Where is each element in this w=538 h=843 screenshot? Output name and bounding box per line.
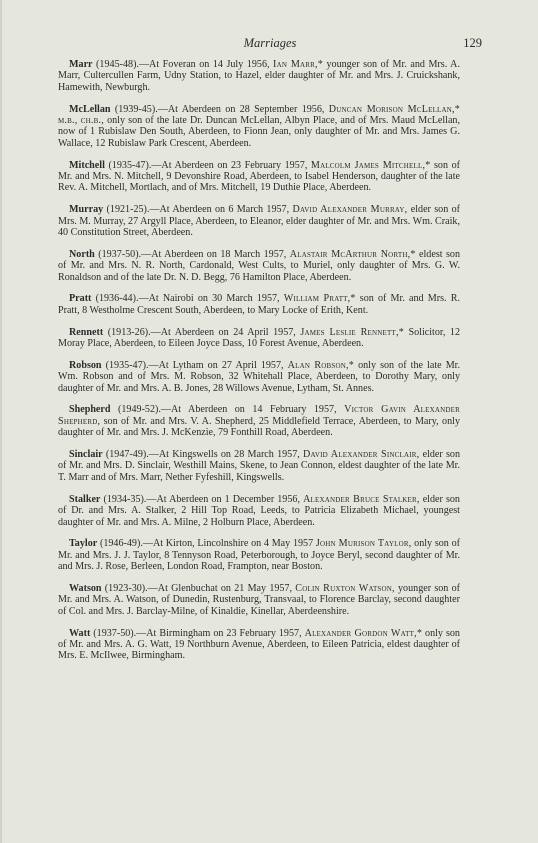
marriage-entries [58,59,460,672]
entry [58,160,460,194]
entry-years: (1946-49).—At Kirton, Lincolnshire on 4 May 1957 [97,538,316,550]
entry-years: (1936-44).—At Nairobi on 30 March 1957, [91,293,284,305]
entry [58,104,460,150]
entry [58,538,460,572]
entry-name: Duncan Morison McLellan,* m.b., ch.b., [58,103,460,127]
entry [58,327,460,350]
entry-name: Ian Marr,* [273,59,323,70]
entry [58,494,460,528]
entry-years: (1935-47).—At Aberdeen on 23 February 1957, [104,159,311,171]
running-head [58,36,482,50]
entry-years: (1935-47).—At Lytham on 27 April 1957, [101,359,288,371]
entry-surname: Taylor [69,538,98,550]
entry-surname: Murray [69,204,104,216]
entry-surname: Sinclair [69,449,103,461]
entry-text: son of Mr. and Mrs. V. A. Shepherd, 25 Middlefield Terrace, Aberdeen, to Mary, only daughter of Mr. and Mrs. J. McKenzie, 79 Fonthill Road, Aberdeen. [58,415,460,439]
page-title: Marriages [243,36,297,50]
entry-surname: North [69,248,95,260]
entry [58,293,460,316]
entry-text: only son of Mr. and Mrs. A. G. Watt, 19 Northburn Avenue, Aberdeen, to Eileen Patricia, eldest daughter of Mrs. E. McIlwee, Birmingham. [58,627,460,662]
entry-name: William Pratt,* [283,293,356,305]
entry-surname: Pratt [69,293,92,305]
entry-name: Alastair McArthur North,* [289,248,416,260]
entry [58,249,460,283]
entry [58,360,460,394]
entry-name: Alan Robson,* [287,359,354,371]
entry-surname: Shepherd [69,404,111,416]
entry-name: James Leslie Rennett,* [300,326,404,338]
entry-surname: Watson [69,582,102,594]
entry-years: (1949-52).—At Aberdeen on 14 February 1957, [110,404,345,416]
entry-surname: Robson [69,359,102,371]
entry-years: (1921-25).—At Aberdeen on 6 March 1957, [103,204,293,216]
entry-surname: Mitchell [69,159,105,171]
entry [58,404,460,438]
entry-name: John Murison Taylor, [315,538,412,550]
entry [58,628,460,662]
entry [58,583,460,617]
entry-text: eldest son of Mr. and Mrs. N. R. North, Cardonald, West Cults, to Muriel, only daughter of Mrs. G. W. Ronaldson and of the late Dr. N. D. Begg, 76 Hamilton Place, Aberdeen. [58,248,460,283]
entry-years: (1947-49).—At Kingswells on 28 March 1957, [102,449,304,461]
entry-text: elder son of Mr. and Mrs. D. Sinclair, Westhill Mains, Skene, to Jean Connon, eldest daughter of the late Mr. T. Marr and of Mrs. Marr, Nether Fyfeshill, Kingswells. [58,449,460,483]
entry [58,204,460,238]
entry-name: Malcolm James Mitchell,* [310,159,431,171]
entry-text: only son of the late Dr. Duncan McLellan, Albyn Place, and of Mrs. Maud McLellan, now of 1 Rubislaw Den South, Aberdeen, to Fionn Jean, only daughter of Mr. and Mrs. James G. Wallace, 12 Rubislaw Park Crescent, Aberdeen. [58,115,460,149]
entry-text: younger son of Mr. and Mrs. A. Marr, Cultercullen Farm, Udny Station, to Hazel, elder daughter of Mr. and Mrs. J. Cruickshank, Hamewith, Newburgh. [58,59,460,93]
entry-text: elder son of Mrs. M. Murray, 27 Argyll Place, Aberdeen, to Eleanor, elder daughter of Mr. and Mrs. Wm. Craik, 40 Constitution Street, Aberdeen. [58,204,460,239]
entry-years: (1923-30).—At Glenbuchat on 21 May 1957, [101,582,296,594]
entry-surname: Stalker [69,493,101,505]
entry-text: elder son of Dr. and Mrs. A. Stalker, 2 Hill Top Road, Leeds, to Patricia Elizabeth Michael, youngest daughter of Mr. and Mrs. A. Milne, 2 Holburn Place, Aberdeen. [58,493,460,528]
entry-name: David Alexander Murray, [292,204,408,216]
entry-name: David Alexander Sinclair, [303,449,420,461]
entry-years: (1913-26).—At Aberdeen on 24 April 1957, [103,326,301,338]
page-number: 129 [463,36,482,50]
entry-name: Alexander Bruce Stalker, [303,493,420,505]
entry-text: son of Mr. and Mrs. N. Mitchell, 9 Devonshire Road, Aberdeen, to Isabel Henderson, daughter of the late Rev. A. Mitchell, Mortlach, and of Mrs. Mitchell, 19 Duthie Place, Aberdeen. [58,159,460,194]
entry-years: (1937-50).—At Birmingham on 23 February 1957, [90,627,305,639]
entry-surname: Rennett [69,326,104,338]
entry-text: son of Mr. and Mrs. R. Pratt, 8 Westholme Crescent South, Aberdeen, to Mary Locke of Erith, Kent. [58,293,460,316]
entry-surname: Watt [69,627,91,639]
entry-name: Colin Ruxton Watson, [295,582,395,594]
entry-surname: McLellan [69,103,111,115]
entry-surname: Marr [69,59,93,70]
entry-years: (1939-45).—At Aberdeen on 28 September 1956, [110,103,329,115]
entry-years: (1937-50).—At Aberdeen on 18 March 1957, [94,248,290,260]
entry-text: only son of the late Mr. Wm. Robson and of Mrs. M. Robson, 32 Whitehall Place, Aberdeen, to Dorothy Mary, only daughter of Mr. and Mrs. A. B. Jones, 28 Willows Avenue, Lytham, St. Annes. [58,359,460,394]
entry-text: only son of Mr. and Mrs. J. J. Taylor, 8 Tennyson Road, Peterborough, to Joyce Beryl, second daughter of Mr. and Mrs. J. Rose, Berleen, London Road, Frampton, near Boston. [58,538,460,573]
entry-text: Solicitor, 12 Moray Place, Aberdeen, to Eileen Joyce Dass, 10 Forest Avenue, Aberdeen. [58,326,461,350]
entry-years: (1945-48).—At Foveran on 14 July 1956, [92,59,274,70]
entry-name: Victor Gavin Alexander Shepherd, [58,404,461,427]
entry [58,449,460,483]
entry-years: (1934-35).—At Aberdeen on 1 December 1956, [100,493,304,505]
entry-text: younger son of Mr. and Mrs. A. Watson, of Dunedin, Rustenburg, Transvaal, to Florence Barclay, second daughter of Col. and Mrs. J. Barclay-Milne, of Kinaldie, Kinellar, Aberdeenshire. [58,582,461,617]
entry-name: Alexander Gordon Watt,* [304,627,423,639]
entry [58,59,460,93]
